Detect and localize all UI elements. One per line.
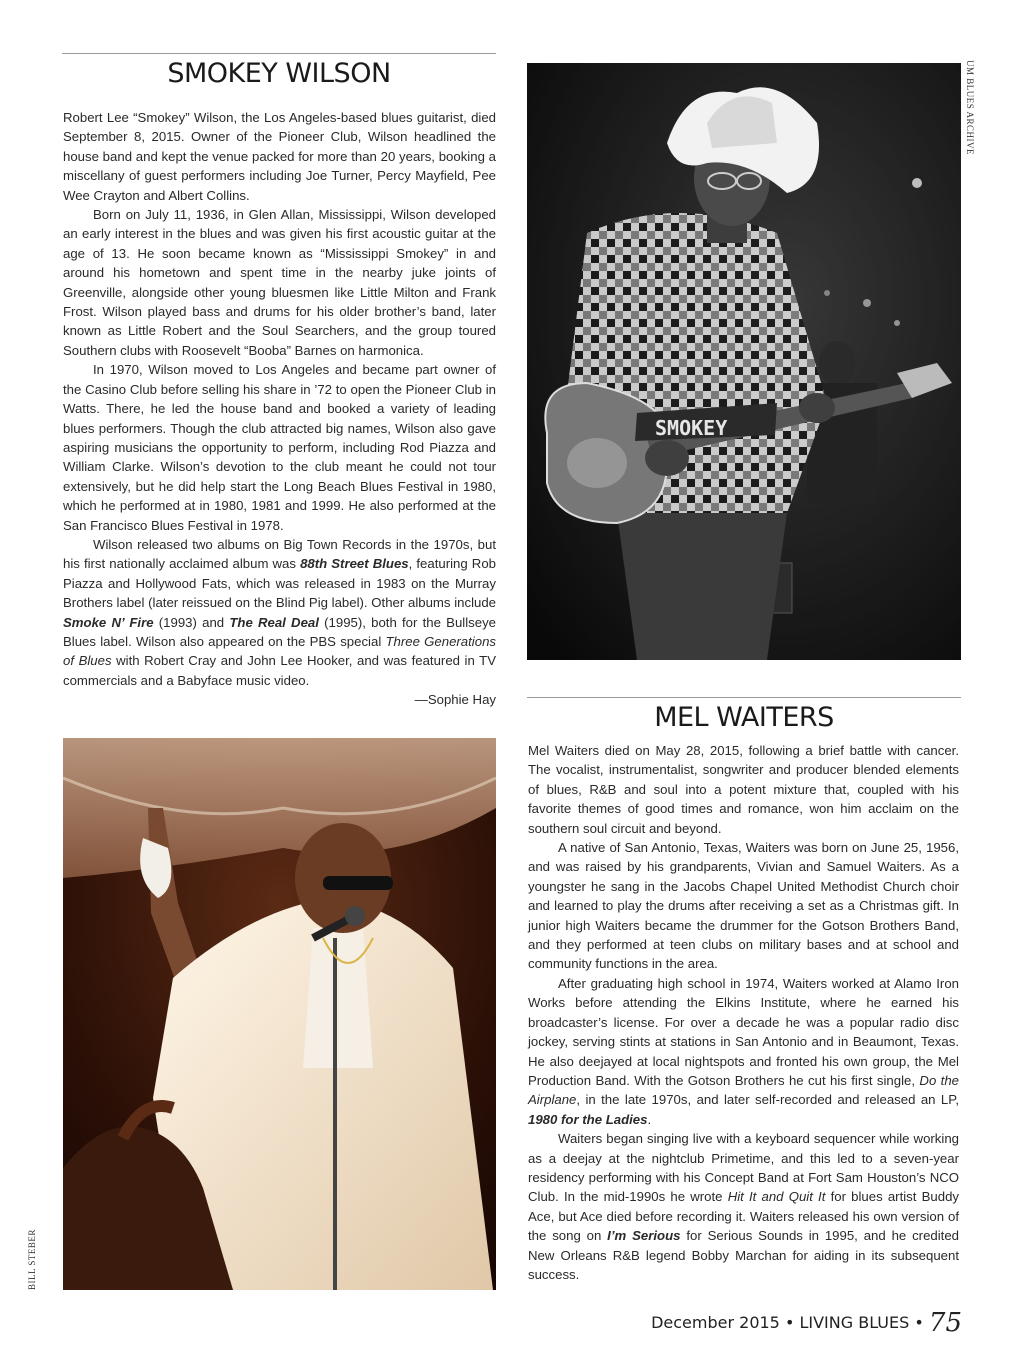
- text-run: After graduating high school in 1974, Waiters worked at Alamo Iron Works before attending the Elkins Institute, where he earned his broadcaster’s license. For over a decade he was a popular radio disc jockey, serving stints at stations in San Antonio and in Beaumont, Texas. He also deejayed at local nightspots and fronted his own group, the Mel Production Band. With the Gotson Brothers he cut his first single,: [528, 975, 959, 1088]
- photo-credit-bill-steber: BILL STEBER: [27, 1229, 37, 1290]
- tv-special-title: Three Generations of Blues: [63, 633, 497, 669]
- top-rule-left: [62, 53, 496, 54]
- smokey-wilson-headline: SMOKEY WILSON: [167, 58, 391, 89]
- text-run: , featuring Rob Piazza and Hollywood Fats, which was released in 1983 on the Murray Brothers label (later reissued on the Blind Pig label). Other albums include: [63, 556, 496, 611]
- page-footer: [651, 1308, 962, 1338]
- smokey-wilson-article: [63, 108, 496, 710]
- text-run: Wilson released two albums on Big Town Records in the 1970s, but his first nationally acclaimed album was: [63, 536, 496, 572]
- mel-paragraph-1: Mel Waiters died on May 28, 2015, following a brief battle with cancer. The vocalist, instrumentalist, songwriter and producer blended elements of blues, R&B and soul into a potent mixture that, coupled with his favorite themes of good times and romance, won him acclaim on the southern soul circuit and beyond.: [528, 743, 959, 836]
- text-run: Waiters began singing live with a keyboard sequencer while working as a deejay at the nightclub Primetime, and this led to a seven-year residency performing with his Concept Band at Fort Sam Houston’s NCO Club. In the mid-1990s he wrote: [528, 1131, 959, 1205]
- smokey-paragraph-2: Born on July 11, 1936, in Glen Allan, Mississippi, Wilson developed an early interest in the blues and was given his first acoustic guitar at the age of 13. He soon became known as “Mississippi Smokey” in and around his hometown and spent time in the nearby juke joints of Greenville, alongside other young bluesmen like Little Milton and Frank Frost. Wilson played bass and drums for his older brother’s band, later known as Little Robert and the Soul Searchers, and the group toured Southern clubs with Roosevelt “Booba” Barnes on harmonica.: [63, 207, 496, 358]
- photo-credit-um-blues-archive: UM BLUES ARCHIVE: [965, 60, 975, 156]
- mel-waiters-photo: [63, 738, 496, 1290]
- smokey-wilson-photo: [527, 63, 961, 660]
- text-run: .: [647, 1111, 652, 1127]
- mel-paragraph-4: [528, 1129, 959, 1284]
- text-run: (1993) and: [153, 614, 230, 630]
- mid-rule-right: [527, 697, 961, 698]
- text-run: , in the late 1970s, and later self-recorded and released an LP,: [576, 1092, 959, 1108]
- mel-paragraph-2: A native of San Antonio, Texas, Waiters was born on June 25, 1956, and was raised by his grandparents, Vivian and Samuel Waiters. As a youngster he sang in the Jacobs Chapel United Methodist Church choir and learned to play the drums after receiving a set as a Christmas gift. In junior high Waiters became the drummer for the Gotson Brothers Band, and they performed at teen clubs on military bases and at school and community functions in the area.: [528, 840, 959, 972]
- album-title: The Real Deal: [229, 614, 319, 630]
- byline: —Sophie Hay: [414, 692, 496, 708]
- mel-paragraph-3: [528, 974, 959, 1129]
- smokey-paragraph-1: Robert Lee “Smokey” Wilson, the Los Angeles-based blues guitarist, died September 8, 2015. Owner of the Pioneer Club, Wilson headlined the house band and kept the venue packed for more than 20 years, booking a miscellany of guest performers including Joe Turner, Percy Mayfield, Pee Wee Crayton and Albert Collins.: [63, 110, 496, 203]
- text-run: for Serious Sounds in 1995, and he credited New Orleans R&B legend Bobby Marchan for aiding in its subsequent success.: [528, 1228, 960, 1282]
- page-number: 75: [928, 1308, 962, 1338]
- text-run: with Robert Cray and John Lee Hooker, and was featured in TV commercials and a Babyface music video.: [63, 653, 496, 688]
- text-run: for blues artist Buddy Ace, but Ace died before recording it. Waiters released his own version of the song on: [528, 1189, 959, 1244]
- issue-info: December 2015 • LIVING BLUES •: [651, 1313, 924, 1332]
- song-title: Hit It and Quit It: [727, 1189, 826, 1205]
- text-run: (1995), both for the Bullseye Blues label. Wilson also appeared on the PBS special: [63, 614, 496, 649]
- smokey-paragraph-3: In 1970, Wilson moved to Los Angeles and became part owner of the Casino Club before selling his share in ’72 to open the Pioneer Club in Watts. There, he led the house band and booked a variety of leading blues performers. Though the club attracted big names, Wilson also gave aspiring musicians the opportunity to perform, including Rod Piazza and William Clarke. Wilson’s devotion to the club meant he could not tour extensively, but he did help start the Long Beach Blues Festival in 1980, which he performed at in 1980, 1981 and 1999. He also performed at the San Francisco Blues Festival in 1978.: [63, 362, 496, 533]
- guitar-strap-text: SMOKEY: [655, 416, 728, 440]
- smokey-paragraph-4: [63, 535, 496, 690]
- album-title: Smoke N’ Fire: [63, 614, 154, 630]
- single-title: Do the Airplane: [528, 1072, 960, 1108]
- mel-waiters-headline: MEL WAITERS: [654, 702, 834, 733]
- album-title: 88th Street Blues: [300, 556, 409, 572]
- album-title: 1980 for the Ladies: [528, 1111, 648, 1127]
- album-title: I’m Serious: [607, 1228, 681, 1244]
- mel-waiters-article: [528, 741, 959, 1284]
